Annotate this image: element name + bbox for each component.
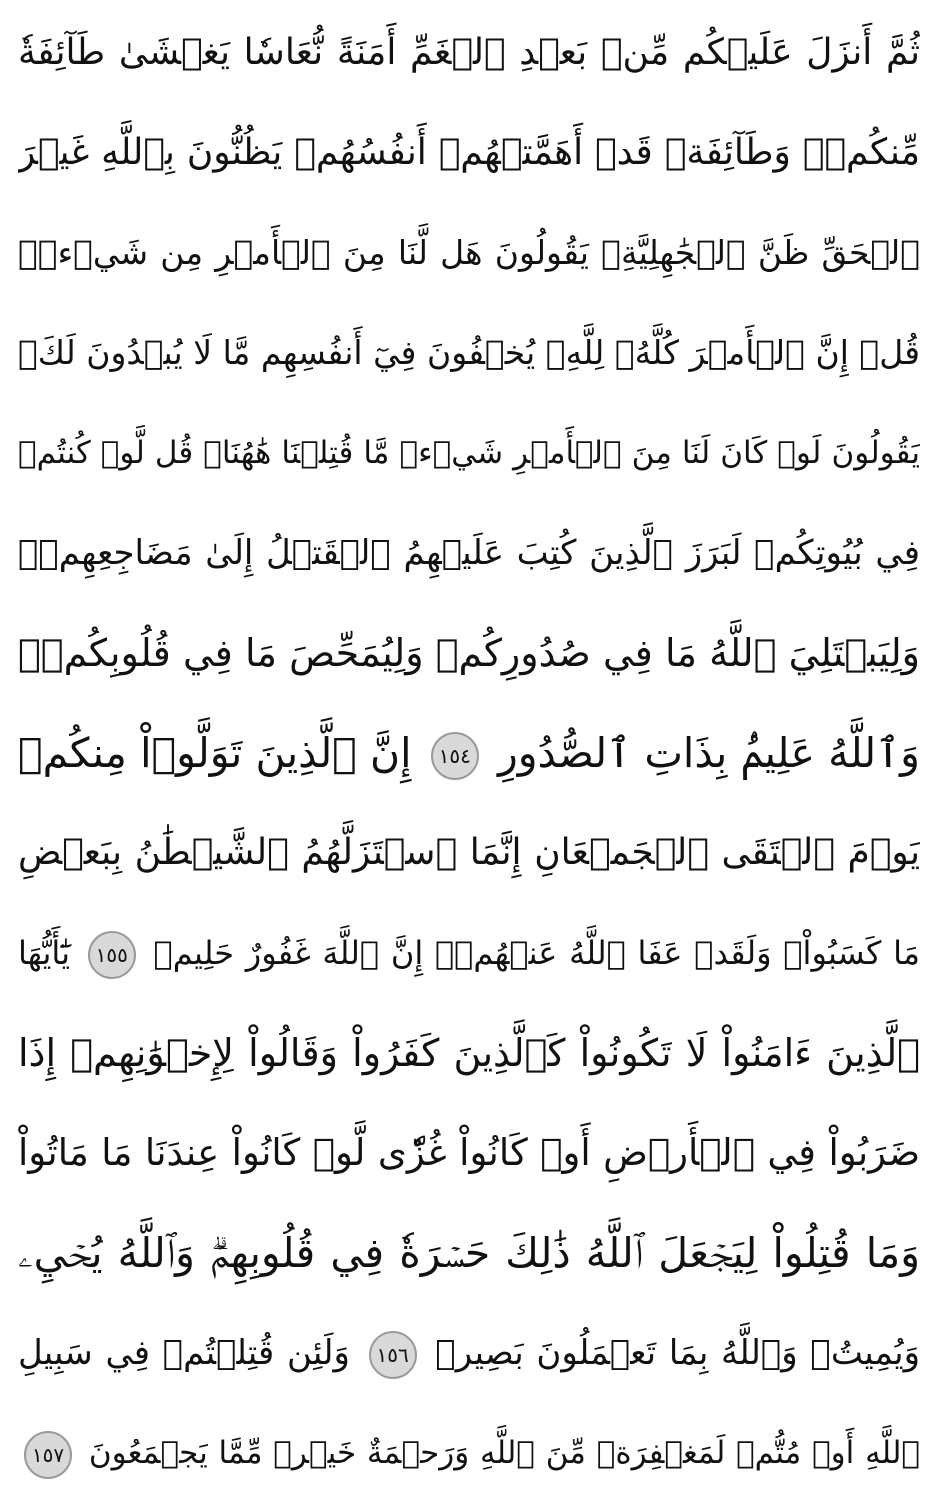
text-line — [18, 1106, 920, 1200]
text-line — [18, 706, 920, 800]
text-line — [18, 306, 920, 400]
ayah-number-marker: ١٥٦ — [369, 1331, 417, 1379]
verse-text: ٱلَّذِينَ ءَامَنُواْ لَا تَكُونُواْ كَٱلَّذِينَ كَفَرُواْ وَقَالُواْ لِإِخۡوَٰنِهِمۡ إِذَا — [18, 1031, 920, 1075]
verse-text: ٱللَّهِ أَوۡ مُتُّمۡ لَمَغۡفِرَةٞ مِّنَ ٱللَّهِ وَرَحۡمَةٌ خَيۡرٞ مِّمَّا يَجۡمَعُونَ — [88, 1435, 920, 1471]
verse-text: إِنَّ ٱلَّذِينَ تَوَلَّوۡاْ مِنكُمۡ — [18, 729, 412, 777]
text-line — [18, 1006, 920, 1100]
text-line — [18, 1206, 920, 1300]
ayah-number-marker: ١٥٤ — [431, 732, 479, 780]
verse-text: وَمَا قُتِلُواْ لِيَجۡعَلَ ٱللَّهُ ذَٰلِكَ حَسۡرَةٗ فِي قُلُوبِهِمۡۗ وَٱللَّهُ يُحۡيِۦ — [18, 1229, 920, 1277]
text-line — [18, 406, 920, 500]
verse-text: وَيُمِيتُۗ وَٱللَّهُ بِمَا تَعۡمَلُونَ بَصِيرٞ — [435, 1333, 920, 1373]
text-line — [18, 206, 920, 300]
verse-text: يَوۡمَ ٱلۡتَقَى ٱلۡجَمۡعَانِ إِنَّمَا ٱسۡتَزَلَّهُمُ ٱلشَّيۡطَٰنُ بِبَعۡضِ — [18, 832, 920, 873]
text-line — [18, 1406, 920, 1500]
verse-text: فِي بُيُوتِكُمۡ لَبَرَزَ ٱلَّذِينَ كُتِبَ عَلَيۡهِمُ ٱلۡقَتۡلُ إِلَىٰ مَضَاجِعِهِمۡۖ — [18, 533, 920, 573]
verse-text: ٱلۡحَقِّ ظَنَّ ٱلۡجَٰهِلِيَّةِۖ يَقُولُونَ هَل لَّنَا مِنَ ٱلۡأَمۡرِ مِن شَيۡءٖۗ — [18, 233, 920, 272]
verse-text: مِّنكُمۡۖ وَطَآئِفَةٞ قَدۡ أَهَمَّتۡهُمۡ أَنفُسُهُمۡ يَظُنُّونَ بِٱللَّهِ غَيۡرَ — [18, 132, 920, 173]
text-line — [18, 6, 920, 100]
verse-text: ضَرَبُواْ فِي ٱلۡأَرۡضِ أَوۡ كَانُواْ غُزّٗى لَّوۡ كَانُواْ عِندَنَا مَا مَاتُواْ — [18, 1131, 920, 1174]
verse-text: ثُمَّ أَنزَلَ عَلَيۡكُم مِّنۢ بَعۡدِ ٱلۡغَمِّ أَمَنَةً نُّعَاسٗا يَغۡشَىٰ طَآئِفَةٗ — [18, 32, 920, 73]
verse-text: يَٰٓأَيُّهَا — [18, 934, 71, 972]
text-line — [18, 906, 920, 1000]
verse-text: وَلَئِن قُتِلۡتُمۡ فِي سَبِيلِ — [18, 1333, 350, 1373]
mushaf-page — [18, 6, 920, 1506]
ayah-number-marker: ١٥٥ — [88, 931, 136, 979]
verse-text: يَقُولُونَ لَوۡ كَانَ لَنَا مِنَ ٱلۡأَمۡرِ شَيۡءٞ مَّا قُتِلۡنَا هَٰهُنَاۗ قُل لَّوۡ كُنتُمۡ — [18, 435, 920, 471]
verse-text: مَا كَسَبُواْۖ وَلَقَدۡ عَفَا ٱللَّهُ عَنۡهُمۡۗ إِنَّ ٱللَّهَ غَفُورٌ حَلِيمٞ — [153, 934, 920, 972]
text-line — [18, 1306, 920, 1400]
text-line — [18, 506, 920, 600]
text-line — [18, 106, 920, 200]
text-line — [18, 806, 920, 900]
text-line — [18, 606, 920, 700]
verse-text: وَلِيَبۡتَلِيَ ٱللَّهُ مَا فِي صُدُورِكُمۡ وَلِيُمَحِّصَ مَا فِي قُلُوبِكُمۡۚ — [18, 631, 920, 675]
verse-text: قُلۡ إِنَّ ٱلۡأَمۡرَ كُلَّهُۥ لِلَّهِۗ يُخۡفُونَ فِيٓ أَنفُسِهِم مَّا لَا يُبۡدُونَ لَكَۖ — [18, 333, 920, 372]
verse-text: وَٱللَّهُ عَلِيمُۢ بِذَاتِ ٱلصُّدُورِ — [497, 729, 920, 777]
ayah-number-marker: ١٥٧ — [24, 1431, 72, 1479]
